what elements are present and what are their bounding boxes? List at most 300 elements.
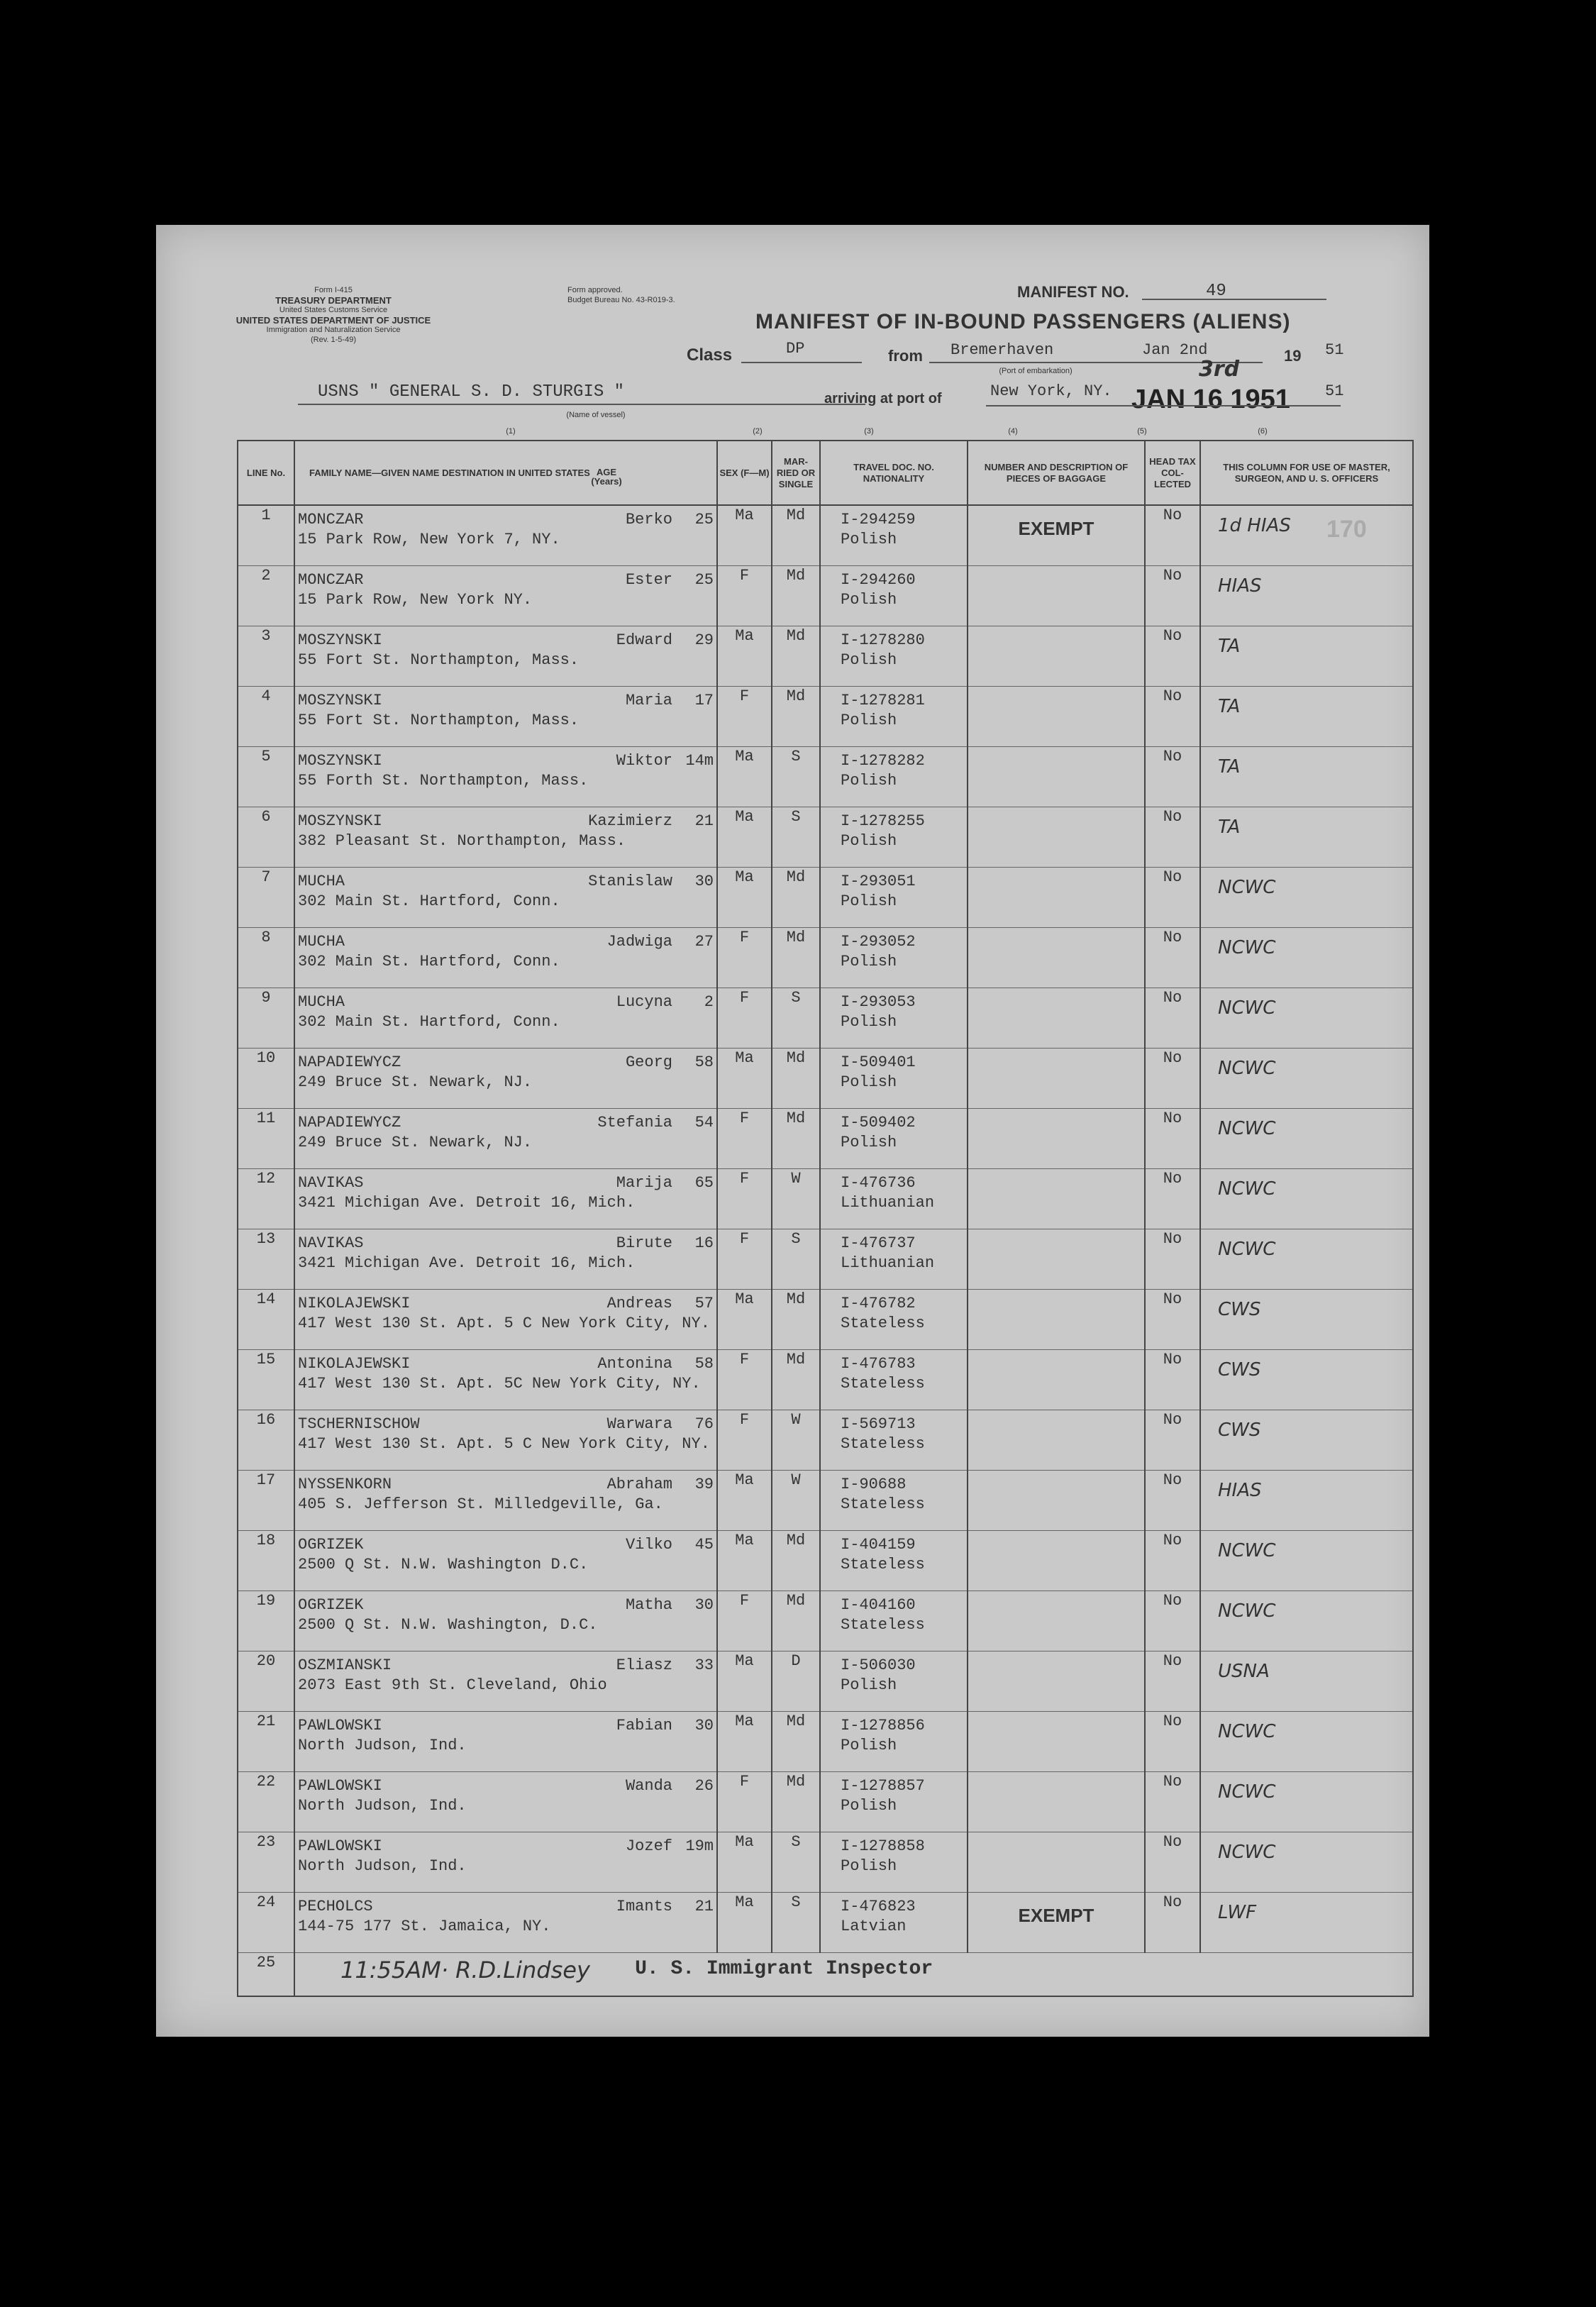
family-name: NAVIKAS: [298, 1174, 364, 1192]
doc-cell: [820, 1109, 968, 1169]
age: 26: [694, 1777, 714, 1795]
destination: 55 Fort St. Northampton, Mass.: [298, 651, 580, 669]
travel-doc: I-90688: [841, 1476, 907, 1493]
family-name: NIKOLAJEWSKI: [298, 1355, 411, 1373]
table-row: [238, 1169, 1413, 1229]
marital-status: W: [772, 1410, 820, 1471]
baggage-cell: [968, 747, 1145, 807]
baggage-cell: [968, 1229, 1145, 1290]
baggage-cell: [968, 1290, 1145, 1350]
baggage: [971, 868, 1141, 880]
given-name: Wanda: [625, 1777, 672, 1795]
baggage: [971, 687, 1141, 699]
travel-doc: I-1278282: [841, 752, 925, 770]
travel-doc: I-506030: [841, 1656, 916, 1674]
table-row: [238, 1290, 1413, 1350]
baggage-cell: [968, 1893, 1145, 1953]
line-number: 14: [238, 1290, 294, 1350]
vessel-name: USNS " GENERAL S. D. STURGIS ": [318, 382, 625, 402]
doc-cell: [820, 1772, 968, 1832]
destination: North Judson, Ind.: [298, 1737, 467, 1754]
class-label: Class: [687, 345, 733, 365]
year-value: 51: [1325, 341, 1344, 359]
marital-status: S: [772, 1893, 820, 1953]
table-row: [238, 1350, 1413, 1410]
col-married: MAR-RIED OR SINGLE: [772, 441, 820, 505]
given-name: Vilko: [625, 1536, 672, 1554]
line-number: 24: [238, 1893, 294, 1953]
name-cell: [294, 1169, 717, 1229]
table-row: [238, 807, 1413, 868]
officer-cell: [1200, 1290, 1413, 1350]
margin-number: 170: [1326, 516, 1367, 543]
line-number: 15: [238, 1350, 294, 1410]
line-number: 6: [238, 807, 294, 868]
officer-note: NCWC: [1218, 937, 1276, 958]
marital-status: Md: [772, 928, 820, 988]
marital-status: Md: [772, 1531, 820, 1591]
age: 27: [694, 933, 714, 951]
travel-doc: I-476782: [841, 1295, 916, 1312]
doc-cell: [820, 928, 968, 988]
head-tax: No: [1145, 1350, 1200, 1410]
officer-note: TA: [1218, 817, 1241, 838]
age: 17: [694, 692, 714, 709]
sex: Ma: [717, 747, 772, 807]
baggage-cell: [968, 928, 1145, 988]
given-name: Stanislaw: [588, 873, 672, 890]
name-cell: [294, 747, 717, 807]
family-name: MUCHA: [298, 933, 345, 951]
name-cell: [294, 1410, 717, 1471]
sex: F: [717, 1229, 772, 1290]
head-tax: No: [1145, 1049, 1200, 1109]
destination: 55 Fort St. Northampton, Mass.: [298, 712, 580, 729]
sex: Ma: [717, 1531, 772, 1591]
marital-status: Md: [772, 1772, 820, 1832]
given-name: Birute: [616, 1234, 672, 1252]
nationality: Polish: [841, 1857, 897, 1875]
line-number: 11: [238, 1109, 294, 1169]
officer-cell: [1200, 566, 1413, 626]
age: 54: [694, 1114, 714, 1132]
doc-cell: [820, 1290, 968, 1350]
table-row: [238, 928, 1413, 988]
vessel-line: [298, 404, 865, 405]
officer-cell: [1200, 928, 1413, 988]
table-row: [238, 1531, 1413, 1591]
table-row: [238, 868, 1413, 928]
officer-cell: [1200, 988, 1413, 1049]
baggage-cell: [968, 1712, 1145, 1772]
baggage: [971, 928, 1141, 941]
name-cell: [294, 1712, 717, 1772]
baggage: [971, 747, 1141, 760]
baggage-cell: [968, 1772, 1145, 1832]
officer-note: NCWC: [1218, 877, 1276, 898]
col-num-2: (2): [753, 427, 763, 436]
family-name: MOSZYNSKI: [298, 752, 382, 770]
table-row: [238, 1832, 1413, 1893]
baggage-cell: [968, 1591, 1145, 1652]
doc-cell: [820, 868, 968, 928]
family-name: NYSSENKORN: [298, 1476, 392, 1493]
sex: F: [717, 1169, 772, 1229]
baggage: [971, 1169, 1141, 1182]
ins-service: Immigration and Naturalization Service: [266, 326, 401, 334]
head-tax: No: [1145, 1531, 1200, 1591]
line-number: 13: [238, 1229, 294, 1290]
budget-bureau: Budget Bureau No. 43-R019-3.: [567, 296, 675, 304]
sex: Ma: [717, 626, 772, 687]
travel-doc: I-404160: [841, 1596, 916, 1614]
age: 76: [694, 1415, 714, 1433]
head-tax: No: [1145, 1893, 1200, 1953]
baggage-cell: [968, 687, 1145, 747]
family-name: MUCHA: [298, 993, 345, 1011]
sex: Ma: [717, 1712, 772, 1772]
nationality: Polish: [841, 1073, 897, 1091]
baggage-cell: [968, 505, 1145, 566]
baggage-cell: [968, 1410, 1145, 1471]
marital-status: Md: [772, 626, 820, 687]
line-number: 4: [238, 687, 294, 747]
nationality: Polish: [841, 591, 897, 609]
baggage: EXEMPT: [1018, 1905, 1095, 1926]
table-row: [238, 1591, 1413, 1652]
head-tax: No: [1145, 1772, 1200, 1832]
doc-cell: [820, 566, 968, 626]
line-number: 1: [238, 505, 294, 566]
manifest-number: 49: [1206, 282, 1226, 301]
baggage: [971, 626, 1141, 639]
officer-cell: [1200, 1712, 1413, 1772]
marital-status: S: [772, 988, 820, 1049]
baggage: [971, 1652, 1141, 1664]
baggage-cell: [968, 566, 1145, 626]
line-number: 8: [238, 928, 294, 988]
nationality: Polish: [841, 1797, 897, 1815]
line-number: 21: [238, 1712, 294, 1772]
form-approved: Form approved.: [567, 286, 623, 294]
given-name: Fabian: [616, 1717, 672, 1735]
family-name: PECHOLCS: [298, 1898, 373, 1915]
destination: 2500 Q St. N.W. Washington, D.C.: [298, 1616, 598, 1634]
officer-cell: [1200, 747, 1413, 807]
baggage-cell: [968, 1109, 1145, 1169]
doc-cell: [820, 1471, 968, 1531]
marital-status: Md: [772, 868, 820, 928]
line-number: 17: [238, 1471, 294, 1531]
officer-note: TA: [1218, 636, 1241, 657]
officer-cell: [1200, 1410, 1413, 1471]
destination: North Judson, Ind.: [298, 1857, 467, 1875]
baggage-cell: [968, 1350, 1145, 1410]
travel-doc: I-476737: [841, 1234, 916, 1252]
given-name: Ester: [625, 571, 672, 589]
doc-cell: [820, 626, 968, 687]
age: 21: [694, 812, 714, 830]
doc-cell: [820, 1652, 968, 1712]
table-row: [238, 626, 1413, 687]
destination: 405 S. Jefferson St. Milledgeville, Ga.: [298, 1495, 663, 1513]
family-name: MONCZAR: [298, 511, 364, 529]
destination: 2073 East 9th St. Cleveland, Ohio: [298, 1676, 607, 1694]
baggage: [971, 807, 1141, 820]
arriving-label: arriving at port of: [824, 391, 942, 406]
arrival-year: 51: [1325, 382, 1344, 400]
name-cell: [294, 566, 717, 626]
given-name: Kazimierz: [588, 812, 672, 830]
given-name: Antonina: [597, 1355, 672, 1373]
arrival-stamp: JAN 16 1951: [1131, 384, 1290, 414]
col-tax: HEAD TAX COL-LECTED: [1145, 441, 1200, 505]
baggage: [971, 1350, 1141, 1363]
sex: Ma: [717, 807, 772, 868]
travel-doc: I-294260: [841, 571, 916, 589]
nationality: Polish: [841, 712, 897, 729]
line-number: 23: [238, 1832, 294, 1893]
officer-cell: [1200, 687, 1413, 747]
doc-cell: [820, 1591, 968, 1652]
family-name: TSCHERNISCHOW: [298, 1415, 420, 1433]
table-row: [238, 566, 1413, 626]
given-name: Eliasz: [616, 1656, 672, 1674]
baggage: [971, 1772, 1141, 1785]
head-tax: No: [1145, 747, 1200, 807]
given-name: Jozef: [625, 1837, 672, 1855]
nationality: Stateless: [841, 1616, 925, 1634]
col-num-5: (5): [1137, 427, 1147, 436]
doc-cell: [820, 1893, 968, 1953]
doc-cell: [820, 687, 968, 747]
officer-cell: [1200, 1531, 1413, 1591]
name-cell: [294, 1591, 717, 1652]
age: 58: [694, 1053, 714, 1071]
justice-dept: UNITED STATES DEPARTMENT OF JUSTICE: [235, 315, 431, 326]
destination: 3421 Michigan Ave. Detroit 16, Mich.: [298, 1194, 636, 1212]
col-sex: SEX (F—M): [717, 441, 772, 505]
destination: 144-75 177 St. Jamaica, NY.: [298, 1918, 551, 1935]
marital-status: Md: [772, 566, 820, 626]
doc-cell: [820, 1350, 968, 1410]
head-tax: No: [1145, 1109, 1200, 1169]
baggage: [971, 1832, 1141, 1845]
line-number: 10: [238, 1049, 294, 1109]
sex: F: [717, 928, 772, 988]
officer-note: NCWC: [1218, 1842, 1276, 1863]
family-name: MONCZAR: [298, 571, 364, 589]
destination: 15 Park Row, New York NY.: [298, 591, 533, 609]
nationality: Polish: [841, 1676, 897, 1694]
head-tax: No: [1145, 1832, 1200, 1893]
col-name: FAMILY NAME—GIVEN NAME DESTINATION IN UNITED STATES: [294, 441, 717, 505]
given-name: Andreas: [606, 1295, 672, 1312]
nationality: Polish: [841, 531, 897, 548]
age: 2: [704, 993, 714, 1011]
name-cell: [294, 626, 717, 687]
given-name: Edward: [616, 631, 672, 649]
name-cell: [294, 1229, 717, 1290]
line-number: 2: [238, 566, 294, 626]
given-name: Stefania: [597, 1114, 672, 1132]
age: 30: [694, 1596, 714, 1614]
doc-cell: [820, 1229, 968, 1290]
officer-note: LWF: [1218, 1902, 1257, 1923]
table-row: [238, 1410, 1413, 1471]
table-row: [238, 1229, 1413, 1290]
given-name: Berko: [625, 511, 672, 529]
marital-status: Md: [772, 687, 820, 747]
officer-note: NCWC: [1218, 1721, 1276, 1742]
head-tax: No: [1145, 505, 1200, 566]
nationality: Polish: [841, 832, 897, 850]
marital-status: S: [772, 807, 820, 868]
sex: F: [717, 1591, 772, 1652]
destination: 55 Forth St. Northampton, Mass.: [298, 772, 589, 790]
baggage: [971, 1712, 1141, 1725]
travel-doc: I-294259: [841, 511, 916, 529]
footer-row: [238, 1953, 1413, 1997]
name-cell: [294, 1350, 717, 1410]
nationality: Polish: [841, 651, 897, 669]
head-tax: No: [1145, 928, 1200, 988]
doc-cell: [820, 1169, 968, 1229]
officer-cell: [1200, 1229, 1413, 1290]
sex: F: [717, 1410, 772, 1471]
baggage: EXEMPT: [1018, 518, 1095, 539]
doc-cell: [820, 807, 968, 868]
nationality: Polish: [841, 1134, 897, 1151]
manifest-sheet: [156, 225, 1429, 2037]
officer-note: NCWC: [1218, 1781, 1276, 1803]
sex: Ma: [717, 505, 772, 566]
officer-cell: [1200, 1049, 1413, 1109]
officer-cell: [1200, 1109, 1413, 1169]
age: 21: [694, 1898, 714, 1915]
given-name: Maria: [625, 692, 672, 709]
name-cell: [294, 868, 717, 928]
officer-note: CWS: [1218, 1359, 1261, 1381]
destination: 302 Main St. Hartford, Conn.: [298, 1013, 560, 1031]
baggage: [971, 1049, 1141, 1061]
age: 30: [694, 873, 714, 890]
baggage-cell: [968, 626, 1145, 687]
family-name: MOSZYNSKI: [298, 692, 382, 709]
given-name: Lucyna: [616, 993, 672, 1011]
col-num-4: (4): [1008, 427, 1018, 436]
nationality: Stateless: [841, 1315, 925, 1332]
age: 30: [694, 1717, 714, 1735]
travel-doc: I-1278857: [841, 1777, 925, 1795]
officer-cell: [1200, 807, 1413, 868]
head-tax: No: [1145, 868, 1200, 928]
table-row: [238, 1049, 1413, 1109]
destination: 3421 Michigan Ave. Detroit 16, Mich.: [298, 1254, 636, 1272]
customs-service: United States Customs Service: [279, 306, 388, 314]
age: 25: [694, 511, 714, 529]
sex: F: [717, 566, 772, 626]
baggage-cell: [968, 1531, 1145, 1591]
sex: Ma: [717, 1893, 772, 1953]
sex: F: [717, 1109, 772, 1169]
marital-status: D: [772, 1652, 820, 1712]
header-row: [238, 441, 1413, 505]
officer-note: HIAS: [1218, 575, 1262, 597]
age: 19m: [685, 1837, 714, 1855]
doc-cell: [820, 1531, 968, 1591]
manifest-number-line: [1142, 299, 1326, 300]
family-name: MOSZYNSKI: [298, 631, 382, 649]
destination: North Judson, Ind.: [298, 1797, 467, 1815]
table-row: [238, 687, 1413, 747]
nationality: Polish: [841, 1013, 897, 1031]
line-number: 20: [238, 1652, 294, 1712]
arrival-port: New York, NY.: [990, 382, 1112, 400]
destination: 2500 Q St. N.W. Washington D.C.: [298, 1556, 589, 1573]
officer-note: NCWC: [1218, 1058, 1276, 1079]
year-prefix: 19: [1284, 347, 1302, 365]
officer-note: NCWC: [1218, 997, 1276, 1019]
travel-doc: I-293052: [841, 933, 916, 951]
destination: 417 West 130 St. Apt. 5 C New York City, NY.: [298, 1315, 710, 1332]
sex: Ma: [717, 1471, 772, 1531]
sex: F: [717, 687, 772, 747]
given-name: Abraham: [606, 1476, 672, 1493]
baggage: [971, 988, 1141, 1001]
given-name: Jadwiga: [606, 933, 672, 951]
table-row: [238, 1712, 1413, 1772]
family-name: MOSZYNSKI: [298, 812, 382, 830]
sex: Ma: [717, 1832, 772, 1893]
line-number: 3: [238, 626, 294, 687]
officer-note: CWS: [1218, 1420, 1261, 1441]
officer-cell: [1200, 868, 1413, 928]
given-name: Wiktor: [616, 752, 672, 770]
embark-caption: (Port of embarkation): [999, 367, 1073, 375]
arrival-line: [986, 405, 1341, 406]
class-line: [741, 362, 862, 363]
travel-doc: I-293051: [841, 873, 916, 890]
marital-status: Md: [772, 1109, 820, 1169]
officer-cell: [1200, 1832, 1413, 1893]
line-number: 22: [238, 1772, 294, 1832]
nationality: Stateless: [841, 1375, 925, 1393]
destination: 302 Main St. Hartford, Conn.: [298, 953, 560, 970]
officer-note: NCWC: [1218, 1118, 1276, 1139]
name-cell: [294, 1652, 717, 1712]
table-row: [238, 1893, 1413, 1953]
baggage: [971, 1591, 1141, 1604]
travel-doc: I-1278255: [841, 812, 925, 830]
name-cell: [294, 505, 717, 566]
nationality: Lithuanian: [841, 1194, 935, 1212]
name-cell: [294, 687, 717, 747]
doc-cell: [820, 1410, 968, 1471]
name-cell: [294, 1109, 717, 1169]
name-cell: [294, 1049, 717, 1109]
name-cell: [294, 1893, 717, 1953]
head-tax: No: [1145, 1471, 1200, 1531]
travel-doc: I-569713: [841, 1415, 916, 1433]
table-row: [238, 505, 1413, 566]
sex: Ma: [717, 1652, 772, 1712]
line-number: 16: [238, 1410, 294, 1471]
col-line: LINE No.: [238, 441, 294, 505]
officer-note: TA: [1218, 696, 1241, 717]
age: 16: [694, 1234, 714, 1252]
class-value: DP: [786, 340, 805, 358]
